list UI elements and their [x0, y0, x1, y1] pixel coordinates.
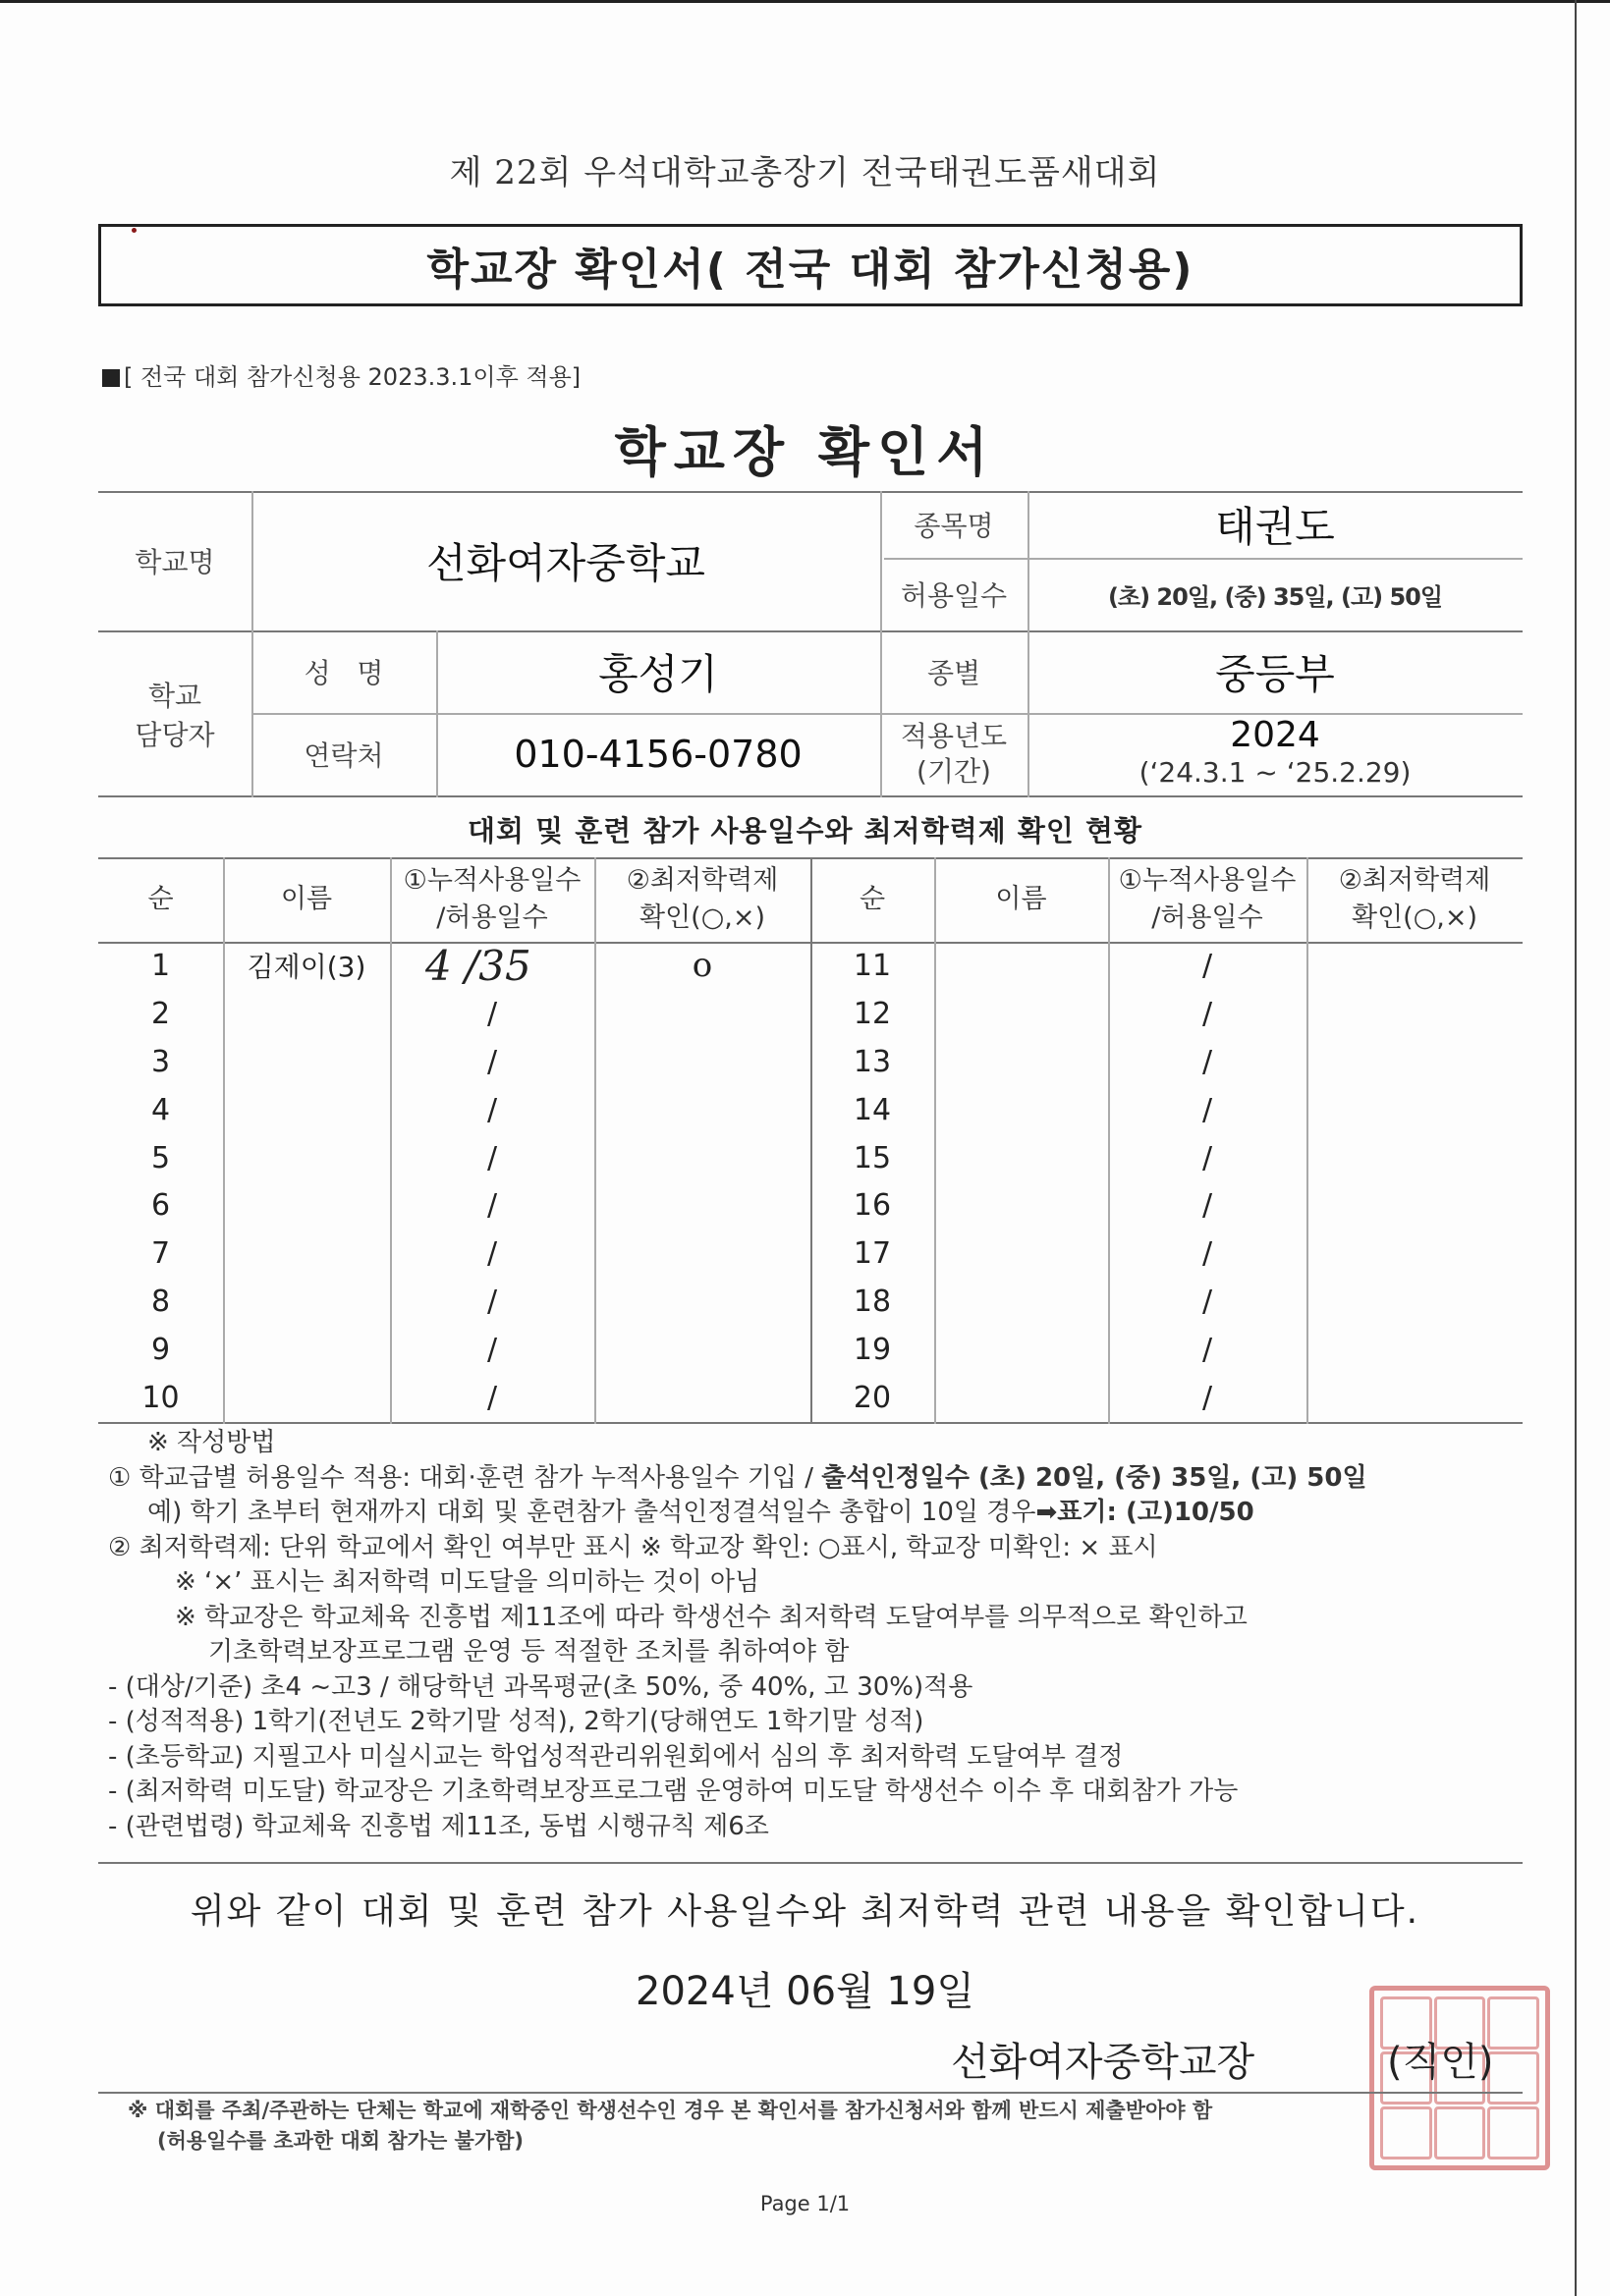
row-left-3-name [223, 1038, 390, 1086]
row-right-6-used: / [1201, 1188, 1213, 1224]
allowed-days-label: 허용일수 [900, 579, 1008, 612]
info-line-bottom [98, 795, 1523, 797]
row-left-10-no: 10 [141, 1381, 180, 1416]
instruction-line-11: - (관련법령) 학교체육 진흥법 제11조, 동법 시행규칙 제6조 [108, 1811, 769, 1841]
top-border-line [0, 0, 1610, 3]
row-left-2-no: 2 [150, 996, 171, 1031]
row-left-8-conf [594, 1278, 810, 1326]
row-right-4-conf [1306, 1086, 1523, 1134]
row-left-4-name [223, 1086, 390, 1134]
instruction-line-10: - (최저학력 미도달) 학교장은 기초학력보장프로그램 운영하여 미도달 학생선수 이수 후 대회참가 가능 [108, 1777, 1239, 1806]
row-left-7-used: / [486, 1236, 498, 1272]
header-no-right: 순 [859, 884, 886, 914]
notice-tag [102, 357, 581, 392]
header-confirm-line-2: 확인(○,×) [639, 902, 765, 933]
footer-line [98, 2092, 1523, 2094]
year-label-line-1: 적용년도 [900, 720, 1008, 752]
row-right-9-conf [1306, 1326, 1523, 1374]
row-left-5-used: / [486, 1140, 498, 1175]
row-right-8-no: 18 [853, 1285, 892, 1320]
instructions-bottom-line [98, 1862, 1523, 1864]
applied-year-value [1027, 713, 1523, 795]
usage-table [98, 857, 1523, 1424]
row-left-7-no: 7 [150, 1236, 171, 1272]
row-left-8-used: / [486, 1285, 498, 1320]
row-right-6-name [934, 1182, 1108, 1230]
row-left-5-conf [594, 1134, 810, 1182]
row-left-6-name [223, 1182, 390, 1230]
row-right-10-conf [1306, 1374, 1523, 1422]
row-right-8-name [934, 1278, 1108, 1326]
row-right-2-used: / [1201, 996, 1213, 1031]
row-left-5-name [223, 1134, 390, 1182]
header-used-line-2: /허용일수 [1151, 902, 1263, 933]
row-left-6-conf [594, 1182, 810, 1230]
instruction-line-9: - (초등학교) 지필고사 미실시교는 학업성적관리위원회에서 심의 후 최저학력 도달여부 결정 [108, 1741, 1124, 1772]
row-left-2-name [223, 990, 390, 1038]
row-left-3-no: 3 [150, 1044, 171, 1079]
seal-label: (직인) [1387, 2040, 1494, 2085]
instruction-line-2 [108, 1496, 1513, 1531]
row-right-3-no: 13 [853, 1044, 892, 1079]
applied-year-label [880, 713, 1027, 795]
row-left-8-name [223, 1278, 390, 1326]
row-left-4-no: 4 [150, 1092, 171, 1127]
notice-tag-text: [ 전국 대회 참가신청용 2023.3.1이후 적용] [124, 363, 582, 391]
row-right-2-no: 12 [853, 996, 892, 1031]
header-name-left: 이름 [280, 884, 333, 914]
row-left-5-no: 5 [150, 1140, 171, 1175]
row-left-9-conf [594, 1326, 810, 1374]
instructions-title: ※ 작성방법 [147, 1428, 276, 1457]
page-number: Page 1/1 [759, 2192, 851, 2215]
row-right-5-conf [1306, 1134, 1523, 1182]
row-right-8-used: / [1201, 1285, 1213, 1320]
phone-label: 연락처 [304, 739, 384, 772]
event-label: 종목명 [914, 510, 994, 542]
row-left-1-conf: o [692, 946, 713, 986]
event-title: 제 22회 우석대학교총장기 전국태권도품새대회 [449, 153, 1161, 192]
header-used-left [390, 857, 594, 942]
year-value: 2024 [1230, 715, 1320, 755]
row-left-3-used: / [486, 1044, 498, 1079]
row-left-6-used: / [486, 1188, 498, 1224]
black-square-icon [102, 369, 120, 387]
row-right-3-conf [1306, 1038, 1523, 1086]
instruction-line-7: - (대상/기준) 초4 ~고3 / 해당학년 과목평균(초 50%, 중 40%, 고 30%)적용 [108, 1671, 973, 1702]
row-right-4-name [934, 1086, 1108, 1134]
row-right-4-no: 14 [853, 1092, 892, 1127]
row-right-7-used: / [1201, 1236, 1213, 1272]
row-left-3-conf [594, 1038, 810, 1086]
row-left-4-used: / [486, 1092, 498, 1127]
issue-date: 2024년 06월 19일 [636, 1969, 974, 2014]
row-right-2-name [934, 990, 1108, 1038]
row-left-2-used: / [486, 996, 498, 1031]
instruction-line-1-b: 출석인정일수 (초) 20일, (중) 35일, (고) 50일 [821, 1462, 1367, 1493]
row-left-10-name [223, 1374, 390, 1422]
row-right-7-conf [1306, 1230, 1523, 1278]
instruction-line-1 [108, 1461, 1513, 1497]
instruction-line-1-a: ① 학교급별 허용일수 적용: 대회·훈련 참가 누적사용일수 기입 / [108, 1462, 822, 1493]
row-left-7-name [223, 1230, 390, 1278]
instruction-line-2-a: 예) 학기 초부터 현재까지 대회 및 훈련참가 출석인정결석일수 총합이 10일 경우 [147, 1498, 1036, 1527]
header-confirm-right [1306, 857, 1523, 942]
row-right-9-used: / [1201, 1333, 1213, 1368]
row-right-6-no: 16 [853, 1188, 892, 1224]
name-label: 성 명 [304, 657, 384, 689]
row-right-3-name [934, 1038, 1108, 1086]
row-left-1-name: 김제이(3) [247, 951, 366, 984]
instruction-line-6: 기초학력보장프로그램 운영 등 적절한 조치를 취하여야 함 [208, 1637, 850, 1667]
instruction-line-2-b: 표기: (고)10/50 [1057, 1498, 1254, 1527]
row-right-5-name [934, 1134, 1108, 1182]
division-label: 종별 [926, 657, 981, 689]
signer-name: 선화여자중학교장 [951, 2040, 1255, 2085]
instruction-line-4: ※ ‘×’ 표시는 최저학력 미도달을 의미하는 것이 아님 [175, 1567, 760, 1597]
row-right-10-no: 20 [853, 1381, 892, 1416]
year-label-line-2: (기간) [916, 755, 991, 788]
allowed-days-value: (초) 20일, (중) 35일, (고) 50일 [1107, 582, 1443, 611]
header-confirm-line-1: ②최저학력제 [1338, 865, 1491, 896]
row-right-10-used: / [1201, 1381, 1213, 1416]
row-right-1-used: / [1201, 948, 1213, 983]
row-right-4-used: / [1201, 1092, 1213, 1127]
row-right-10-name [934, 1374, 1108, 1422]
row-right-8-conf [1306, 1278, 1523, 1326]
footer-note-line-2: (허용일수를 초과한 대회 참가는 불가함) [157, 2129, 525, 2153]
instruction-line-8: - (성적적용) 1학기(전년도 2학기말 성적), 2학기(당해연도 1학기말 성적) [108, 1707, 924, 1736]
school-label: 학교명 [135, 546, 215, 578]
instruction-line-3: ② 최저학력제: 단위 학교에서 확인 여부만 표시 ※ 학교장 확인: ○표시, 학교장 미확인: × 표시 [108, 1532, 1158, 1562]
confirmation-statement: 위와 같이 대회 및 훈련 참가 사용일수와 최저학력 관련 내용을 확인합니다. [190, 1891, 1420, 1932]
row-right-3-used: / [1201, 1044, 1213, 1079]
row-right-5-no: 15 [853, 1140, 892, 1175]
row-right-7-no: 17 [853, 1236, 892, 1272]
row-left-10-conf [594, 1374, 810, 1422]
row-right-2-conf [1306, 990, 1523, 1038]
row-right-1-name [934, 942, 1108, 990]
row-left-2-conf [594, 990, 810, 1038]
row-left-1-no: 1 [150, 948, 171, 983]
footer-note-line-1: ※ 대회를 주최/주관하는 단체는 학교에 재학중인 학생선수인 경우 본 확인서를 참가신청서와 함께 반드시 제출받아야 함 [128, 2099, 1213, 2122]
header-name-right: 이름 [995, 884, 1047, 914]
row-left-9-used: / [486, 1333, 498, 1368]
instructions [108, 1426, 1513, 1844]
row-left-9-name [223, 1326, 390, 1374]
ink-dot [132, 228, 137, 233]
header-used-line-1: ①누적사용일수 [1118, 865, 1297, 896]
row-right-1-conf [1306, 942, 1523, 990]
row-right-9-name [934, 1326, 1108, 1374]
school-name: 선화여자중학교 [425, 539, 705, 587]
contact-label-line-1: 학교 [147, 680, 202, 712]
header-used-line-1: ①누적사용일수 [403, 865, 582, 896]
section-title: 대회 및 훈련 참가 사용일수와 최저학력제 확인 현황 [468, 814, 1142, 847]
division-value: 중등부 [1215, 650, 1335, 698]
instruction-line-5: ※ 학교장은 학교체육 진흥법 제11조에 따라 학생선수 최저학력 도달여부를 의무적으로 확인하고 [175, 1602, 1248, 1632]
event-value: 태권도 [1215, 503, 1335, 551]
info-table [98, 491, 1523, 797]
period-value: (‘24.3.1 ~ ‘25.2.29) [1138, 756, 1412, 789]
form-title: 학교장 확인서( 전국 대회 참가신청용) [426, 245, 1194, 295]
row-left-8-no: 8 [150, 1285, 171, 1320]
right-border-line [1575, 0, 1577, 2296]
header-used-right [1108, 857, 1306, 942]
header-confirm-line-2: 확인(○,×) [1352, 902, 1477, 933]
row-left-10-used: / [486, 1381, 498, 1416]
main-title: 학교장 확인서 [614, 421, 996, 483]
header-used-line-2: /허용일수 [436, 902, 548, 933]
row-right-6-conf [1306, 1182, 1523, 1230]
contact-person-label [98, 630, 251, 797]
row-left-9-no: 9 [150, 1333, 171, 1368]
form-title-box [98, 224, 1523, 306]
row-left-7-conf [594, 1230, 810, 1278]
row-left-1-used: 4 /35 [425, 941, 531, 990]
row-right-9-no: 19 [853, 1333, 892, 1368]
header-no-left: 순 [147, 884, 174, 914]
name-value: 홍성기 [598, 650, 718, 698]
row-right-1-no: 11 [853, 948, 892, 983]
header-confirm-left [594, 857, 810, 942]
row-right-5-used: / [1201, 1140, 1213, 1175]
header-confirm-line-1: ②최저학력제 [626, 865, 779, 896]
right-arrow-icon: ➡ [1035, 1498, 1058, 1527]
footer-note [128, 2096, 1212, 2157]
row-left-6-no: 6 [150, 1188, 171, 1224]
phone-value: 010-4156-0780 [514, 733, 803, 776]
row-right-7-name [934, 1230, 1108, 1278]
contact-label-line-2: 담당자 [135, 719, 215, 751]
row-left-4-conf [594, 1086, 810, 1134]
